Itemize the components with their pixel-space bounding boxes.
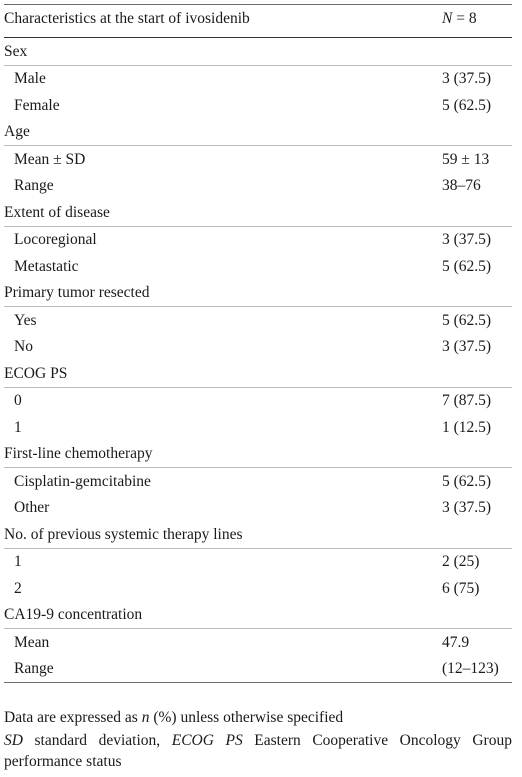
header-n-variable: N: [442, 10, 453, 27]
abbr-ecog-definition: Eastern Cooperative Oncology Group performance status: [4, 732, 512, 770]
row-value: [442, 360, 512, 387]
row-label: Range: [4, 656, 442, 683]
footnote-abbreviations: [4, 730, 512, 772]
table-row: [4, 548, 512, 575]
footnote-text: (%) unless otherwise specified: [149, 709, 344, 726]
row-value: 5 (62.5): [442, 257, 492, 275]
row-label: 1: [14, 553, 22, 570]
table-row: [4, 226, 512, 253]
category-label: No. of previous systemic therapy lines: [4, 521, 442, 548]
table-row: [4, 387, 512, 414]
row-label: No: [14, 338, 33, 355]
patient-characteristics-table: [4, 4, 512, 683]
row-label: Locoregional: [14, 231, 97, 248]
table-category-row: [4, 441, 512, 468]
category-label: Age: [4, 119, 442, 146]
table-category-row: [4, 521, 512, 548]
table-row: [4, 253, 512, 280]
category-label: Primary tumor resected: [4, 280, 442, 307]
row-label: Other: [14, 499, 50, 516]
footnote-text: Data are expressed as: [4, 709, 142, 726]
table-category-row: [4, 602, 512, 629]
row-value: [442, 280, 512, 307]
row-value: [442, 119, 512, 146]
table-row: [4, 146, 512, 173]
row-label: 2: [14, 579, 22, 597]
table-row: [4, 495, 512, 522]
footnote-data-expression: [4, 707, 512, 728]
table-category-row: [4, 199, 512, 226]
row-value: 47.9: [442, 633, 470, 651]
category-label: CA19-9 concentration: [4, 602, 442, 629]
table-category-row: [4, 280, 512, 307]
table-body: [4, 38, 512, 683]
row-value: [442, 602, 512, 629]
header-n-value: = 8: [452, 10, 477, 27]
row-value: [442, 441, 512, 468]
row-label: Cisplatin-gemcitabine: [14, 472, 151, 490]
row-value: [442, 199, 512, 226]
row-value: 3 (37.5): [442, 499, 492, 516]
row-label: Range: [14, 177, 54, 194]
table-category-row: [4, 119, 512, 146]
row-label: 0: [14, 392, 22, 409]
abbr-ecog: ECOG PS: [171, 732, 243, 749]
table-row: [4, 65, 512, 92]
table-row: [4, 575, 512, 602]
table-category-row: [4, 38, 512, 66]
row-label: 1: [14, 418, 22, 436]
category-label: Sex: [4, 38, 442, 66]
header-characteristics: Characteristics at the start of ivosidenib: [4, 5, 442, 38]
row-value: [442, 521, 512, 548]
row-value: 3 (37.5): [442, 70, 492, 87]
row-value: [442, 38, 512, 66]
row-value: 6 (75): [442, 579, 480, 597]
table-row: [4, 468, 512, 495]
row-label: Mean ± SD: [14, 150, 86, 168]
table-header-row: [4, 5, 512, 38]
table-row: [4, 92, 512, 119]
row-value: 1 (12.5): [442, 418, 492, 436]
row-value: 5 (62.5): [442, 96, 492, 114]
table-row: [4, 629, 512, 656]
row-label: Female: [14, 96, 60, 114]
row-value: (12–123): [442, 656, 512, 683]
row-value: 7 (87.5): [442, 392, 492, 409]
table-category-row: [4, 360, 512, 387]
category-label: First-line chemotherapy: [4, 441, 442, 468]
table-footnotes: [4, 707, 512, 772]
row-value: 5 (62.5): [442, 311, 492, 329]
row-label: Male: [14, 70, 46, 87]
characteristics-table-container: [4, 4, 512, 683]
table-row: [4, 414, 512, 441]
table-row: [4, 334, 512, 361]
abbr-sd: SD: [4, 732, 23, 749]
row-value: 59 ± 13: [442, 150, 490, 168]
row-value: 3 (37.5): [442, 338, 492, 355]
row-value: 3 (37.5): [442, 231, 492, 248]
category-label: Extent of disease: [4, 199, 442, 226]
row-value: 5 (62.5): [442, 472, 492, 490]
table-row: [4, 173, 512, 200]
row-label: Mean: [14, 633, 50, 651]
abbr-sd-definition: standard deviation,: [22, 732, 172, 749]
header-n: [442, 5, 512, 38]
row-label: Metastatic: [14, 257, 79, 275]
table-row: [4, 656, 512, 683]
footnote-n-variable: n: [141, 709, 150, 726]
row-value: 38–76: [442, 177, 481, 194]
row-label: Yes: [14, 311, 37, 329]
row-value: 2 (25): [442, 553, 480, 570]
category-label: ECOG PS: [4, 360, 442, 387]
table-row: [4, 307, 512, 334]
